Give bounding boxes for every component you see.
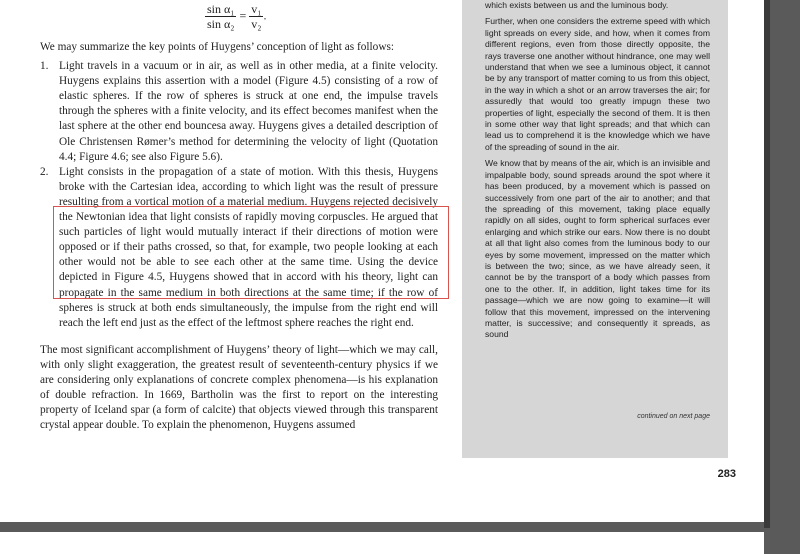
continued-note: continued on next page (637, 413, 710, 420)
snell-formula: $\frac{\text{sin α₁}}{\text{sin α₂}}$ = $\frac{\text{v₁}}{\text{v₂}}$ . (207, 2, 267, 31)
list-item (40, 59, 438, 165)
list-item-text: Light travels in a vacuum or in air, as well as in other media, at a finite velocity. Huygens explains this assertion with a model (Figure 4.5) consisting of a row of elastic spheres. If the row of spheres is struck at one end, the impulse travels through the spheres with a finite velocity, and its effect becomes manifest when the last sphere at the other end bouncesa away. Huygens gives a detailed description of Ole Christensen Rømer’s method for determining the velocity of light (Quotation 4.4; Figure 4.6; see also Figure 5.6). (59, 60, 438, 163)
intro-paragraph: We may summarize the key points of Huygens’ conception of light as follows: (40, 41, 395, 53)
formula-den-right: v₂ (251, 17, 262, 31)
quotation-paragraph: We know that by means of the air, which is an invisible and impalpable body, sound spreads around the spot where it has been produced, by a movement which is passed on successively from one part of the air to another; and that the spreading of this movement, taking place equally rapidly on all sides, ought to form spherical surfaces ever enlarging and which strike our ears. Now there is no doubt at all that light also comes from the luminous body to our eyes by some movement, impressed on the matter which is between the two; since, as we have already seen, it cannot be by the transport of a body which passes from one to the other. If, in addition, light takes time for its passage—which we are now going to examine—it will follow that this movement, impressed on the intervening matter, is successive; and consequently it spreads, as sound (485, 158, 710, 340)
next-page-edge (0, 532, 764, 554)
formula-num-right: v₁ (251, 2, 262, 16)
page-shadow (764, 0, 770, 528)
formula-den-left: sin α₂ (207, 17, 235, 31)
page-number: 283 (717, 468, 736, 480)
closing-paragraph: The most significant accomplishment of Huygens’ theory of light—which we may call, with only slight exaggeration, the greatest result of seventeenth-century physics if we are considering only explanations of concrete complex phenomena—is his explanation of double refraction. In 1669, Bartholin was the first to report on the interesting property of Iceland spar (a form of calcite) that objects viewed through this transparent crystal appear double. To explain the phenomenon, Huygens assumed (40, 343, 438, 432)
formula-num-left: sin α₁ (207, 2, 235, 16)
list-number: 1. (40, 60, 49, 73)
quotation-text (485, 0, 710, 346)
quotation-paragraph: Further, when one considers the extreme speed with which light spreads on every side, and how, when it comes from different regions, even from those directly opposite, the rays traverse one another without hindrance, one may well understand that when we see a luminous object, it cannot be by any transport of matter coming to us from this object, in the way in which a shot or an arrow traverses the air; for assuredly that would too greatly impugn these two properties of light, especially the second of them. It is then in some other way that light spreads; and that which can lead us to comprehend it is the knowledge which we have of the spreading of sound in the air. (485, 16, 710, 152)
list-item-text: Light consists in the propagation of a state of motion. With this thesis, Huygens broke with the Cartesian idea, according to which light was the result of pressure resulting from a vortical motion of a material medium. Huygens rejected decisively the Newtonian idea that light consists of rapidly moving corpuscles. He argued that such particles of light would mutually interact if their directions of motion were opposed or if their paths crossed, so that, for example, two people looking at each other would not be able to see each other at the same time. Using the device depicted in Figure 4.5, Huygens showed that in accord with his theory, light can propagate in the same medium in both directions at the same time; if the row of spheres is struck at both ends simultaneously, the impulse from the right end will reach the left end just as the effect of the leftmost sphere reaches the right end. (59, 165, 438, 329)
list-number: 2. (40, 165, 49, 178)
quotation-paragraph: which exists between us and the luminous body. (485, 0, 669, 10)
selection-highlight (53, 206, 449, 299)
